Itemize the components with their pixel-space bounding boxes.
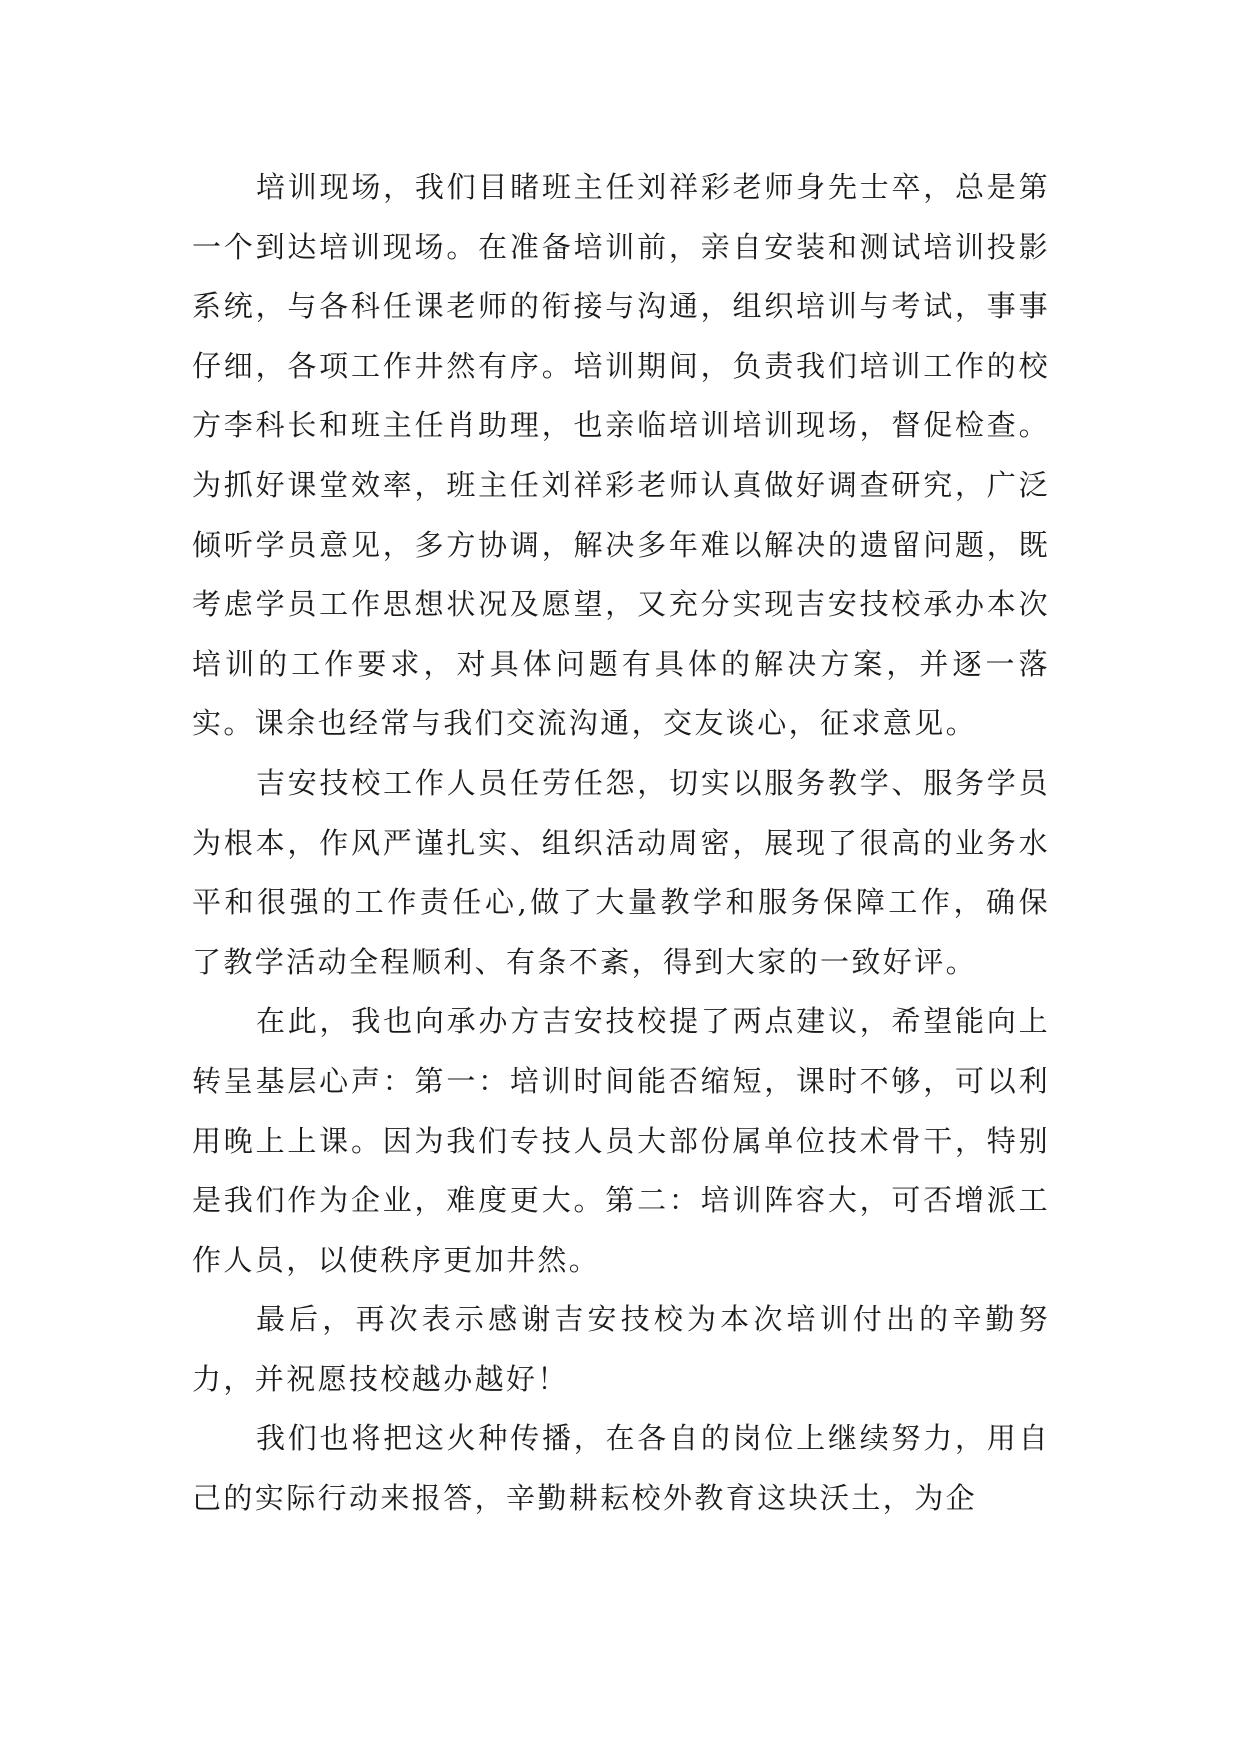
paragraph-suggestions: 在此，我也向承办方吉安技校提了两点建议，希望能向上转呈基层心声：第一：培训时间能否缩短，课时不够，可以利用晚上上课。因为我们专技人员大部份属单位技术骨干，特别是我们作为企业，难度更大。第二：培训阵容大，可否增派工作人员，以使秩序更加井然。	[192, 1004, 1050, 1277]
paragraph-thanks: 最后，再次表示感谢吉安技校为本次培训付出的辛勤努力，并祝愿技校越办越好！	[192, 1302, 1050, 1396]
paragraph-commitment: 我们也将把这火种传播，在各自的岗位上继续努力，用自己的实际行动来报答，辛勤耕耘校外教育这块沃土，为企	[192, 1421, 1050, 1516]
paragraph-training-site: 培训现场，我们目睹班主任刘祥彩老师身先士卒，总是第一个到达培训现场。在准备培训前，亲自安装和测试培训投影系统，与各科任课老师的衔接与沟通，组织培训与考试，事事仔细，各项工作井然有序。培训期间，负责我们培训工作的校方李科长和班主任肖助理，也亲临培训培训现场，督促检查。为抓好课堂效率，班主任刘祥彩老师认真做好调查研究，广泛倾听学员意见，多方协调，解决多年难以解决的遗留问题，既考虑学员工作思想状况及愿望，又充分实现吉安技校承办本次培训的工作要求，对具体问题有具体的解决方案，并逐一落实。课余也经常与我们交流沟通，交友谈心，征求意见。	[192, 170, 1050, 741]
paragraph-staff-praise: 吉安技校工作人员任劳任怨，切实以服务教学、服务学员为根本，作风严谨扎实、组织活动周密，展现了很高的业务水平和很强的工作责任心,做了大量教学和服务保障工作，确保了教学活动全程顺利、有条不紊，得到大家的一致好评。	[192, 765, 1050, 979]
document-body	[192, 158, 1050, 1529]
